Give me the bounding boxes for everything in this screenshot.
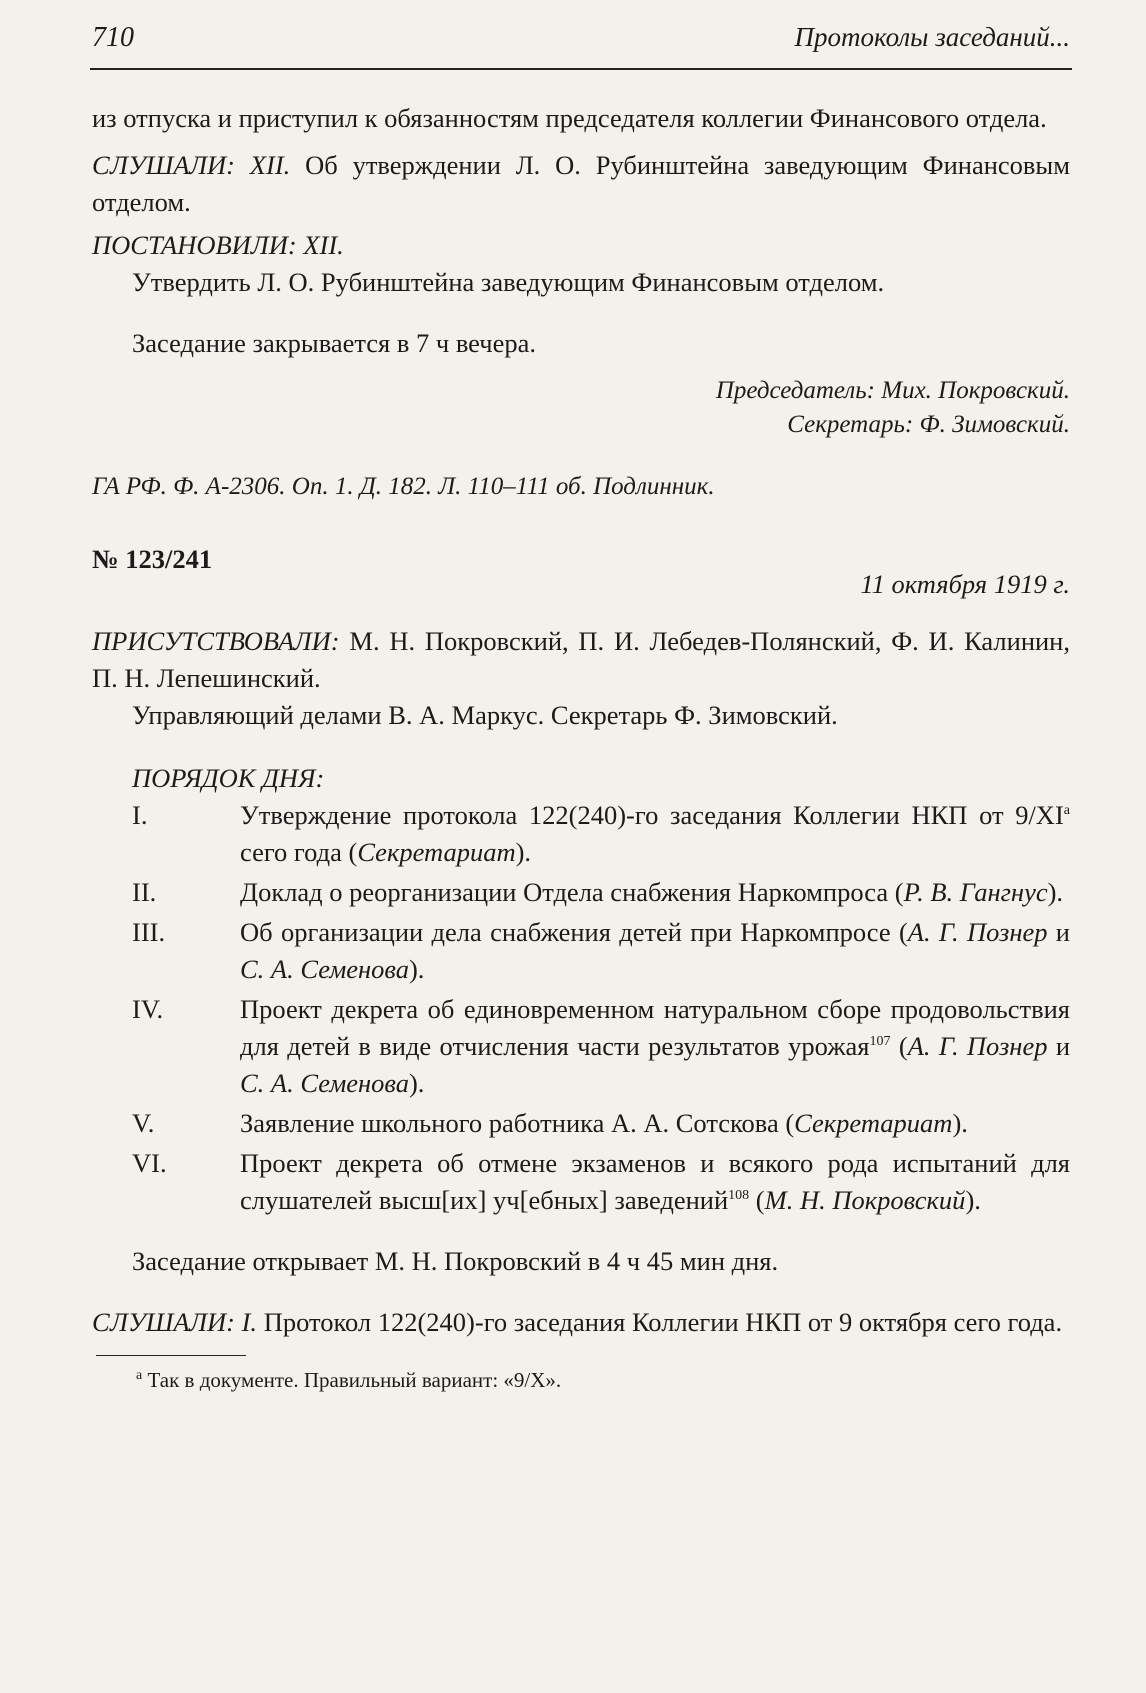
page-body xyxy=(92,100,1070,1394)
document-date: 11 октября 1919 г. xyxy=(860,569,1070,599)
heard-text: Протокол 122(240)-го заседания Коллегии НКП от 9 октября сего года. xyxy=(263,1307,1063,1337)
chair-signature: Председатель: Мих. Покровский. xyxy=(715,377,1070,404)
footnote: $^а$ Так в документе. Правильный вариант: «9/X». xyxy=(136,1368,562,1392)
footnote-rule xyxy=(96,1355,246,1356)
heard-text: Об утверждении Л. О. Рубинштейна заведующим Финансовым отделом. xyxy=(92,150,1070,217)
opening-line: Заседание открывает М. Н. Покровский в 4 ч 45 мин дня. xyxy=(132,1246,779,1276)
closing-line: Заседание закрывается в 7 ч вечера. xyxy=(132,328,537,358)
agenda-item: IV. Проект декрета об единовременном натуральном сборе продовольствия для детей в виде отчисления части результатов урожая$^{107}$ (А. Г. Познер и С. А. Семенова). xyxy=(132,994,1071,1098)
present-list xyxy=(92,623,1070,697)
signatures xyxy=(92,374,1070,442)
running-title: Протоколы заседаний... xyxy=(794,22,1070,52)
present-label: ПРИСУТСТВОВАЛИ: xyxy=(92,626,340,656)
agenda-item: I. Утверждение протокола 122(240)-го заседания Коллегии НКП от $9/XI^а$ сего года (Секретариат). xyxy=(132,800,1070,867)
agenda-label: ПОРЯДОК ДНЯ: xyxy=(132,763,325,793)
agenda-list xyxy=(92,797,1070,1219)
heard-xii xyxy=(92,147,1070,221)
secretary-signature: Секретарь: Ф. Зимовский. xyxy=(787,411,1070,438)
resolved-text: Утвердить Л. О. Рубинштейна заведующим Финансовым отделом. xyxy=(132,267,885,297)
document-number: № 123/241 xyxy=(92,544,213,574)
page-number: 710 xyxy=(92,22,134,53)
agenda-item: V. Заявление школьного работника А. А. Сотскова (Секретариат). xyxy=(132,1108,968,1138)
paragraph-continuation: из отпуска и приступил к обязанностям председателя коллегии Финансового отдела. xyxy=(92,103,1047,133)
header-rule xyxy=(90,68,1072,70)
present-text: М. Н. Покровский, П. И. Лебедев-Полянский, Ф. И. Калинин, П. Н. Лепешинский. xyxy=(92,626,1070,693)
present-line2: Управляющий делами В. А. Маркус. Секретарь Ф. Зимовский. xyxy=(132,700,838,730)
agenda-item: II. Доклад о реорганизации Отдела снабжения Наркомпроса (Р. В. Гангнус). xyxy=(132,877,1064,907)
agenda-item: III. Об организации дела снабжения детей при Наркомпросе (А. Г. Познер и С. А. Семенова). xyxy=(132,917,1070,984)
heard-label: СЛУШАЛИ: XII. xyxy=(92,150,291,180)
heard-label: СЛУШАЛИ: I. xyxy=(92,1307,258,1337)
heard-i xyxy=(92,1304,1070,1341)
resolved-label: ПОСТАНОВИЛИ: XII. xyxy=(92,230,344,260)
agenda-item: VI. Проект декрета об отмене экзаменов и всякого рода испытаний для слушателей высш[их] уч[ебных] заведений$^{108}$ (М. Н. Покровский). xyxy=(132,1148,1070,1215)
archive-reference: ГА РФ. Ф. А-2306. Оп. 1. Д. 182. Л. 110–111 об. Подлинник. xyxy=(92,473,715,500)
